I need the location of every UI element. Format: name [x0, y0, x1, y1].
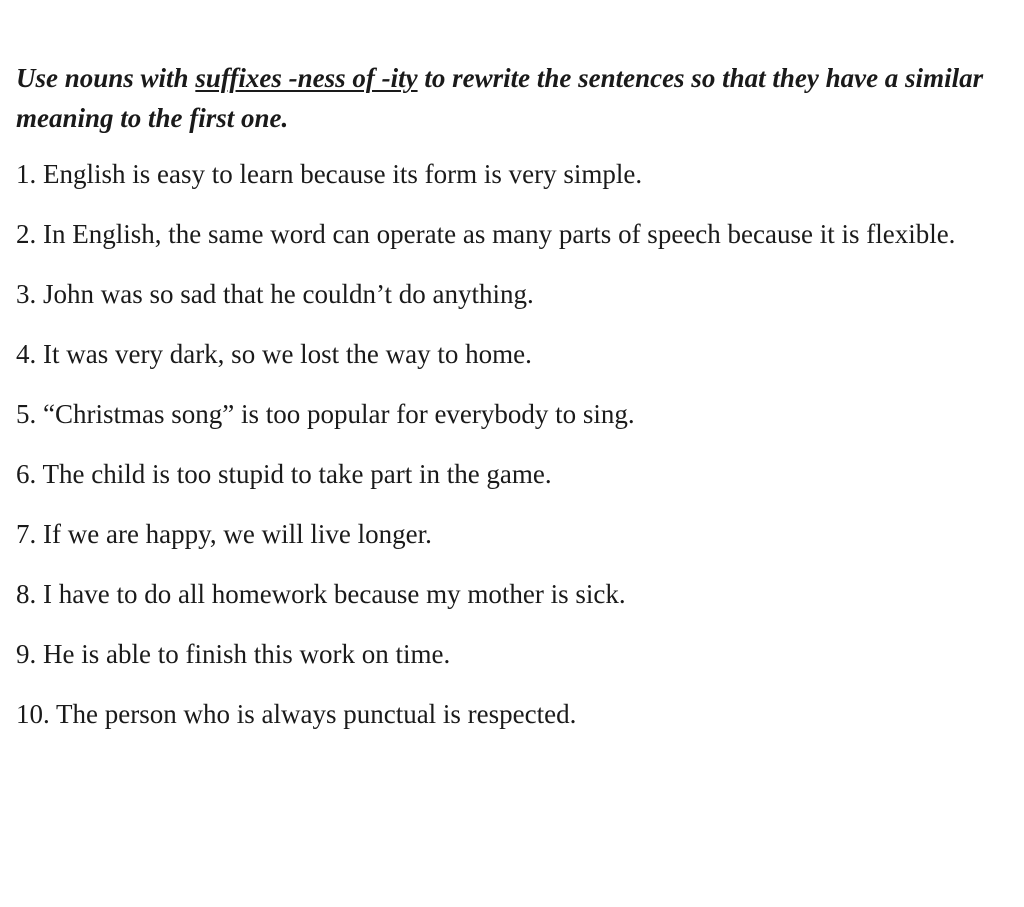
exercise-item-10 [16, 696, 1006, 732]
exercise-sentence: “Christmas song” is too popular for everybody to sing. [43, 399, 635, 429]
exercise-sentence: It was very dark, so we lost the way to home. [43, 339, 532, 369]
exercise-item-7 [16, 516, 1006, 552]
exercise-sentence: The child is too stupid to take part in the game. [42, 459, 552, 489]
exercise-item-1 [16, 156, 1006, 192]
exercise-sentence: He is able to finish this work on time. [43, 639, 451, 669]
exercise-item-4 [16, 336, 1006, 372]
exercise-number: 4. [16, 339, 37, 369]
exercise-number: 3. [16, 279, 37, 309]
exercise-item-3 [16, 276, 1006, 312]
instruction-underlined-suffixes: suffixes -ness of -ity [195, 63, 418, 93]
exercise-number: 10. [16, 699, 50, 729]
exercise-item-5 [16, 396, 1006, 432]
exercise-sentence: English is easy to learn because its form is very simple. [43, 159, 643, 189]
exercise-sentence: John was so sad that he couldn’t do anything. [43, 279, 534, 309]
exercise-list [16, 156, 1006, 756]
exercise-number: 1. [16, 159, 37, 189]
instruction-before: Use nouns with [16, 63, 196, 93]
exercise-sentence: In English, the same word can operate as many parts of speech because it is flexible. [43, 219, 956, 249]
exercise-number: 7. [16, 519, 37, 549]
exercise-item-6 [16, 456, 1006, 492]
exercise-item-9 [16, 636, 1006, 672]
exercise-number: 8. [16, 579, 37, 609]
exercise-sentence: I have to do all homework because my mother is sick. [43, 579, 626, 609]
exercise-sentence: If we are happy, we will live longer. [43, 519, 432, 549]
exercise-sentence: The person who is always punctual is respected. [56, 699, 577, 729]
exercise-number: 6. [16, 459, 37, 489]
instruction-after: to rewrite the sentences so that they have a similar meaning to the first one. [16, 63, 984, 133]
exercise-item-8 [16, 576, 1006, 612]
instruction-text [16, 58, 1011, 138]
exercise-number: 5. [16, 399, 37, 429]
exercise-number: 9. [16, 639, 37, 669]
exercise-item-2 [16, 216, 1006, 252]
exercise-number: 2. [16, 219, 37, 249]
